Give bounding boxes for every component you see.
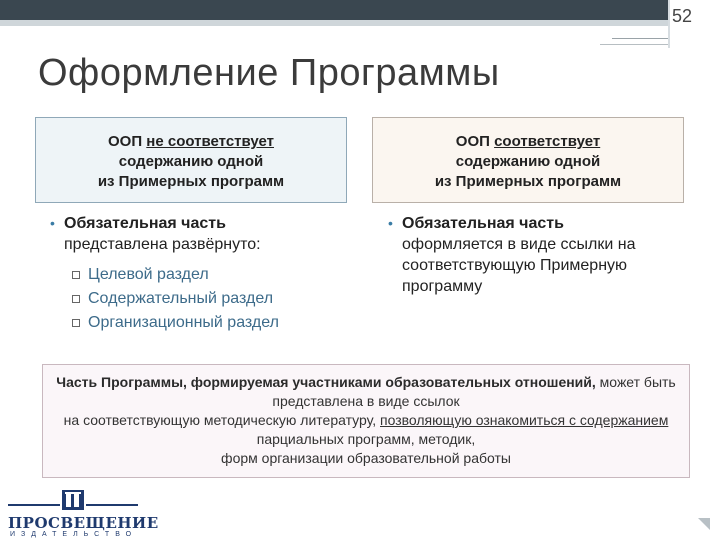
right-box-line1 bbox=[373, 132, 683, 152]
logo-subtitle: ИЗДАТЕЛЬСТВО bbox=[10, 531, 138, 538]
logo-wordmark: ПРОСВЕЩЕНИЕ bbox=[8, 514, 159, 532]
sub-item-label: Содержательный раздел bbox=[88, 290, 274, 307]
square-bullet-icon bbox=[72, 271, 80, 279]
left-condition-box bbox=[35, 117, 347, 203]
sub-item-label: Организационный раздел bbox=[88, 314, 279, 331]
left-bullet-body: представлена развёрнуто: bbox=[64, 236, 261, 253]
left-sub-list bbox=[72, 263, 350, 335]
left-box-line1 bbox=[36, 132, 346, 152]
note-text4: форм организации образовательной работы bbox=[221, 450, 511, 466]
left-bullet-block bbox=[50, 213, 350, 335]
top-bar-accent bbox=[0, 20, 668, 26]
list-item bbox=[72, 263, 350, 287]
sub-item-label: Целевой раздел bbox=[88, 266, 209, 283]
note-text2: на соответствующую методическую литературу, bbox=[63, 412, 380, 428]
square-bullet-icon bbox=[72, 319, 80, 327]
list-item bbox=[72, 287, 350, 311]
right-bullet bbox=[388, 213, 698, 297]
top-bar bbox=[0, 0, 668, 20]
left-box-line3: из Примерных программ bbox=[97, 173, 285, 190]
square-bullet-icon bbox=[72, 295, 80, 303]
right-bullet-text bbox=[402, 213, 698, 297]
logo-emblem-icon bbox=[8, 488, 138, 514]
corner-fold-icon bbox=[698, 518, 710, 530]
right-bullet-block bbox=[388, 213, 698, 297]
note-text1: может быть представлена в виде ссылок bbox=[272, 374, 676, 409]
page-title: Оформление Программы bbox=[38, 52, 500, 94]
left-box-prefix: ООП bbox=[108, 133, 147, 150]
slide-number: 52 bbox=[672, 6, 693, 26]
left-box-line2: содержанию одной bbox=[118, 153, 264, 170]
right-bullet-bold: Обязательная часть bbox=[402, 215, 564, 232]
note-underlined: позволяющую ознакомиться с содержанием bbox=[380, 412, 669, 428]
decor-line bbox=[600, 44, 668, 45]
bullet-dot-icon: • bbox=[50, 215, 55, 231]
note-text3: парциальных программ, методик, bbox=[256, 431, 476, 447]
left-box-underlined: не соответствует bbox=[146, 133, 274, 150]
left-bullet-bold: Обязательная часть bbox=[64, 215, 226, 232]
right-condition-box bbox=[372, 117, 684, 203]
right-box-line2: содержанию одной bbox=[455, 153, 601, 170]
left-bullet bbox=[50, 213, 350, 255]
right-box-prefix: ООП bbox=[455, 133, 495, 150]
decor-line bbox=[612, 38, 668, 39]
right-box-underlined: соответствует bbox=[494, 133, 601, 150]
left-bullet-text bbox=[64, 213, 261, 255]
note-box bbox=[42, 364, 690, 478]
note-bold: Часть Программы, формируемая участниками образовательных отношений, bbox=[56, 374, 596, 390]
right-bullet-body: оформляется в виде ссылки на соответствующую Примерную программу bbox=[402, 236, 636, 295]
right-box-line3: из Примерных программ bbox=[434, 173, 622, 190]
publisher-logo bbox=[8, 488, 159, 538]
bullet-dot-icon: • bbox=[388, 215, 393, 231]
list-item bbox=[72, 311, 350, 335]
